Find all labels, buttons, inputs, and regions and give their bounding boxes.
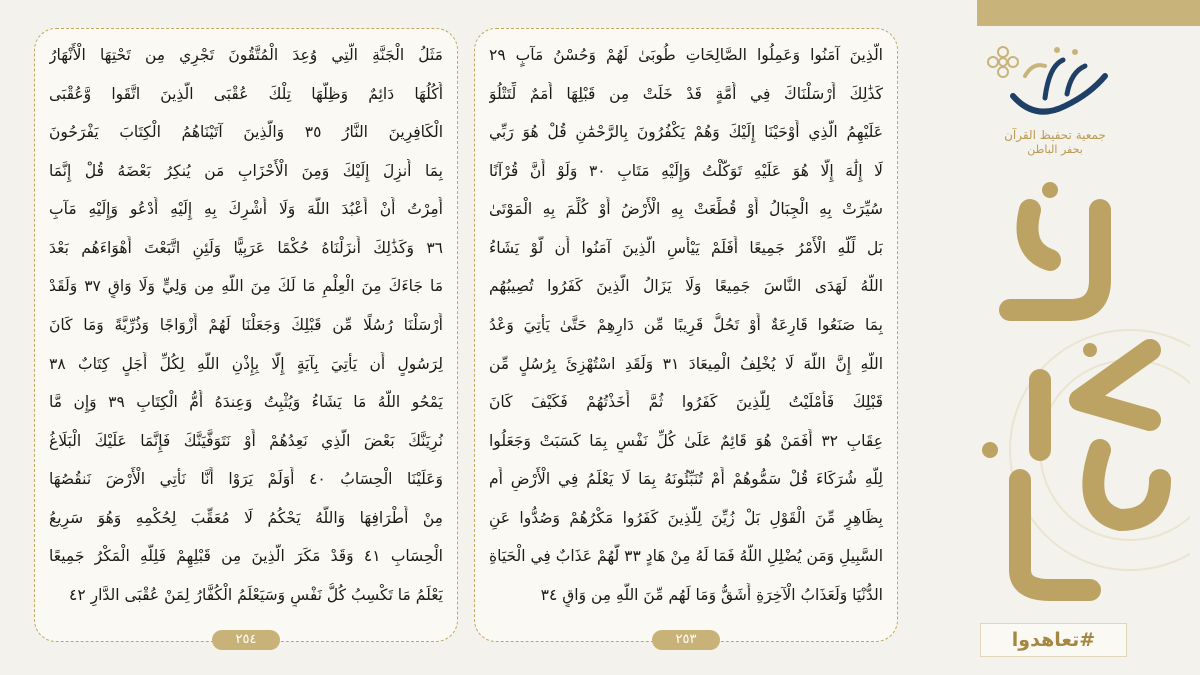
calligraphy-artwork xyxy=(930,150,1190,610)
organization-name: جمعية تحفيظ القرآن xyxy=(1004,128,1106,142)
ayah-line: بِمَا صَنَعُوا قَارِعَةٌ أَوْ تَحُلُّ قَرِيبًا مِّن دَارِهِمْ حَتَّىٰ يَأْتِيَ وَعْدُ xyxy=(489,315,883,334)
ayah-line: أُمِرْتُ أَنْ أَعْبُدَ اللَّهَ وَلَا أُشْرِكَ بِهِ إِلَيْهِ أَدْعُو وَإِلَيْهِ مَآبِ xyxy=(49,200,443,219)
ayah-line: عَلَيْهِمُ الَّذِي أَوْحَيْنَا إِلَيْكَ وَهُمْ يَكْفُرُونَ بِالرَّحْمَٰنِ قُلْ هُوَ رَبِّي xyxy=(489,123,883,142)
ayah-line: مِنْ أَطْرَافِهَا وَاللَّهُ يَحْكُمُ لَا مُعَقِّبَ لِحُكْمِهِ وَهُوَ سَرِيعُ xyxy=(49,508,443,527)
ayah-line: أَرْسَلْنَا رُسُلًا مِّن قَبْلِكَ وَجَعَلْنَا لَهُمْ أَزْوَاجًا وَذُرِّيَّةً وَمَا كَانَ xyxy=(49,315,443,334)
ayah-line: يَمْحُو اللَّهُ مَا يَشَاءُ وَيُثْبِتُ وَعِندَهُ أُمُّ الْكِتَابِ ٣٩ وَإِن مَّا xyxy=(49,393,443,412)
ayah-lines xyxy=(489,43,883,607)
ayah-line: السَّبِيلِ وَمَن يُضْلِلِ اللَّهُ فَمَا لَهُ مِنْ هَادٍ ٣٣ لَّهُمْ عَذَابٌ فِي الْحَيَاةِ xyxy=(489,547,883,566)
hashtag-text: #تعاهدوا xyxy=(1011,629,1096,651)
ayah-line: بِمَا أُنزِلَ إِلَيْكَ وَمِنَ الْأَحْزَابِ مَن يُنكِرُ بَعْضَهُ قُلْ إِنَّمَا xyxy=(49,161,443,180)
ayah-line: عِقَابِ ٣٢ أَفَمَنْ هُوَ قَائِمٌ عَلَىٰ كُلِّ نَفْسٍ بِمَا كَسَبَتْ وَجَعَلُوا xyxy=(489,431,883,450)
ayah-line: مَا جَاءَكَ مِنَ الْعِلْمِ مَا لَكَ مِنَ اللَّهِ مِن وَلِيٍّ وَلَا وَاقٍ ٣٧ وَلَقَدْ xyxy=(49,277,443,296)
ayah-line: الَّذِينَ آمَنُوا وَعَمِلُوا الصَّالِحَاتِ طُوبَىٰ لَهُمْ وَحُسْنُ مَآبٍ ٢٩ xyxy=(489,46,883,64)
ayah-line: كَذَٰلِكَ أَرْسَلْنَاكَ فِي أُمَّةٍ قَدْ خَلَتْ مِن قَبْلِهَا أُمَمٌ لِّتَتْلُوَ xyxy=(489,84,883,103)
ayah-line: اللَّهِ إِنَّ اللَّهَ لَا يُخْلِفُ الْمِيعَادَ ٣١ وَلَقَدِ اسْتُهْزِئَ بِرُسُلٍ مِّن xyxy=(489,354,883,373)
ayah-line: لِلَّهِ شُرَكَاءَ قُلْ سَمُّوهُمْ أَمْ تُنَبِّئُونَهُ بِمَا لَا يَعْلَمُ فِي الْأَرْضِ أَم xyxy=(489,470,883,489)
ayah-lines xyxy=(49,43,443,607)
page-number-badge: ٢٥٣ xyxy=(652,630,720,650)
ayah-line: بِظَاهِرٍ مِّنَ الْقَوْلِ بَلْ زُيِّنَ لِلَّذِينَ كَفَرُوا مَكْرُهُمْ وَصُدُّوا عَنِ xyxy=(489,508,883,527)
ayah-line: اللَّهُ لَهَدَى النَّاسَ جَمِيعًا وَلَا يَزَالُ الَّذِينَ كَفَرُوا تُصِيبُهُم xyxy=(489,277,883,296)
ayah-line: مَثَلُ الْجَنَّةِ الَّتِي وُعِدَ الْمُتَّقُونَ تَجْرِي مِن تَحْتِهَا الْأَنْهَارُ xyxy=(49,46,443,64)
ayah-line: قَبْلِكَ فَأَمْلَيْتُ لِلَّذِينَ كَفَرُوا ثُمَّ أَخَذْتُهُمْ فَكَيْفَ كَانَ xyxy=(489,393,883,412)
organization-city: بحفر الباطن xyxy=(1027,143,1083,156)
page-number-badge: ٢٥٤ xyxy=(212,630,280,650)
ayah-line: لَا إِلَٰهَ إِلَّا هُوَ عَلَيْهِ تَوَكَّلْتُ وَإِلَيْهِ مَتَابِ ٣٠ وَلَوْ أَنَّ قُرْآنًا xyxy=(489,161,883,180)
ayah-line: نُرِيَنَّكَ بَعْضَ الَّذِي نَعِدُهُمْ أَوْ نَتَوَفَّيَنَّكَ فَإِنَّمَا عَلَيْكَ الْبَلَاغُ xyxy=(49,431,443,450)
ayah-line: يَعْلَمُ مَا تَكْسِبُ كُلُّ نَفْسٍ وَسَيَعْلَمُ الْكُفَّارُ لِمَنْ عُقْبَى الدَّارِ ٤٢ xyxy=(69,585,443,604)
ayah-line: الْحِسَابِ ٤١ وَقَدْ مَكَرَ الَّذِينَ مِن قَبْلِهِمْ فَلِلَّهِ الْمَكْرُ جَمِيعًا xyxy=(49,547,443,566)
ayah-line: وَعَلَيْنَا الْحِسَابُ ٤٠ أَوَلَمْ يَرَوْا أَنَّا نَأْتِي الْأَرْضَ نَنقُصُهَا xyxy=(49,470,443,489)
brand-top-bar xyxy=(977,0,1200,26)
mushaf-page-253 xyxy=(474,28,898,647)
ayah-line: بَل لِّلَّهِ الْأَمْرُ جَمِيعًا أَفَلَمْ يَيْأَسِ الَّذِينَ آمَنُوا أَن لَّوْ يَشَاءُ xyxy=(489,238,883,257)
ayah-line: لِرَسُولٍ أَن يَأْتِيَ بِآيَةٍ إِلَّا بِإِذْنِ اللَّهِ لِكُلِّ أَجَلٍ كِتَابٌ ٣٨ xyxy=(49,354,443,373)
mushaf-page-254 xyxy=(34,28,458,647)
ayah-line: الْكَافِرِينَ النَّارُ ٣٥ وَالَّذِينَ آتَيْنَاهُمُ الْكِتَابَ يَفْرَحُونَ xyxy=(49,123,443,142)
ayah-line: سُيِّرَتْ بِهِ الْجِبَالُ أَوْ قُطِّعَتْ بِهِ الْأَرْضُ أَوْ كُلِّمَ بِهِ الْمَوْتَىٰ xyxy=(489,200,883,219)
logo-wordmark-icon xyxy=(1005,36,1115,126)
hashtag-box xyxy=(980,623,1127,657)
ayah-line: ٣٦ وَكَذَٰلِكَ أَنزَلْنَاهُ حُكْمًا عَرَبِيًّا وَلَئِنِ اتَّبَعْتَ أَهْوَاءَهُم بَعْدَ xyxy=(49,238,443,257)
ayah-line: الدُّنْيَا وَلَعَذَابُ الْآخِرَةِ أَشَقُّ وَمَا لَهُم مِّنَ اللَّهِ مِن وَاقٍ ٣٤ xyxy=(540,585,883,604)
ayah-line: أُكُلُهَا دَائِمٌ وَظِلُّهَا تِلْكَ عُقْبَى الَّذِينَ اتَّقَوا وَّعُقْبَى xyxy=(49,84,443,103)
